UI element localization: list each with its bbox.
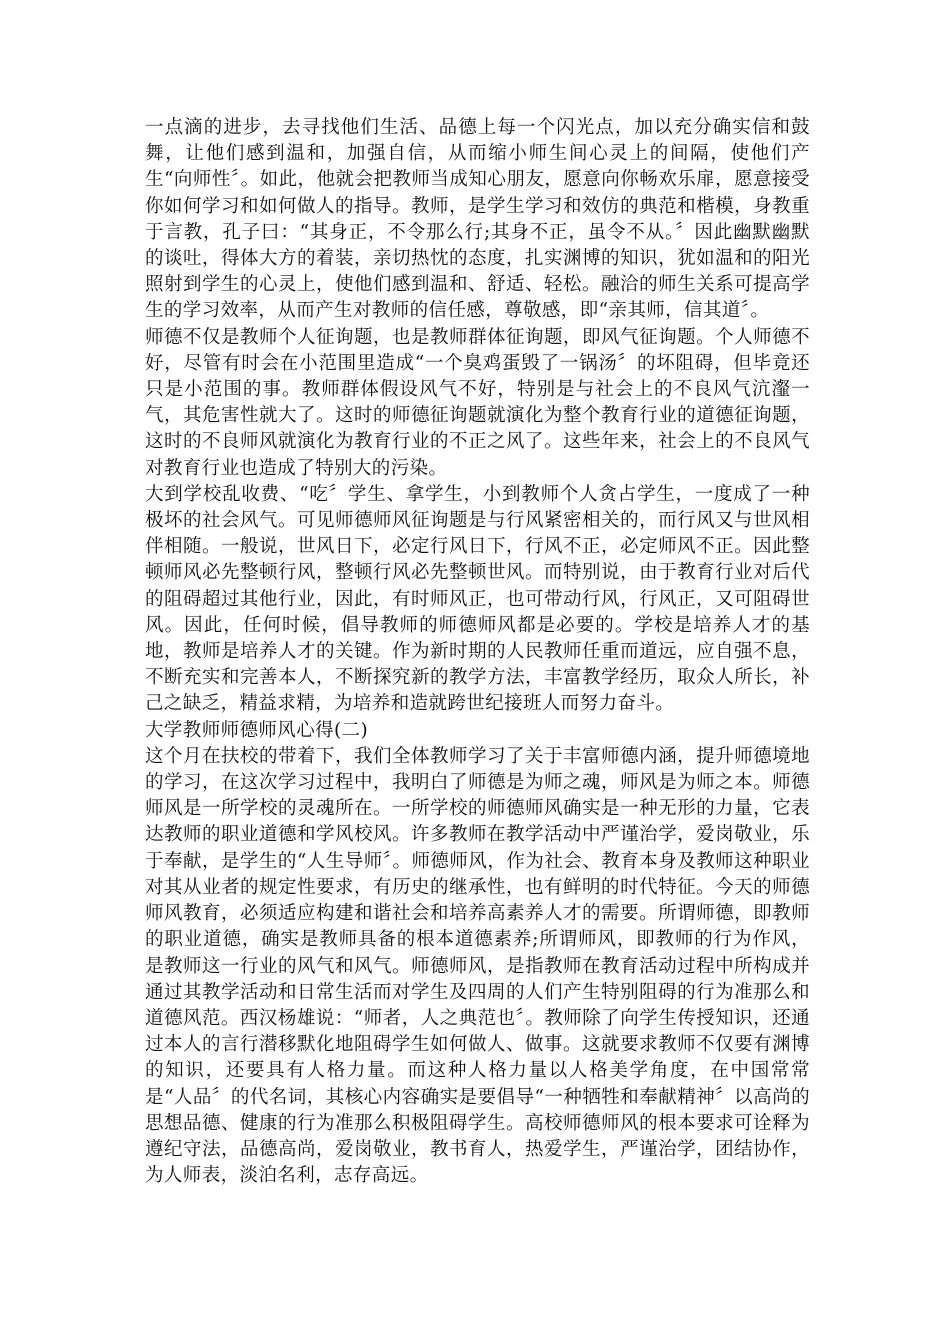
section-paragraph: 这个月在扶校的带着下，我们全体教师学习了关于丰富师德内涵，提升师德境地的学习，在这次学习过程中，我明白了师德是为师之魂，师风是为师之本。师德师风是一所学校的灵魂所在。一所学校的师德师风确实是一种无形的力量，它表达教师的职业道德和学风校风。许多教师在教学活动中严谨治学，爱岗敬业，乐于奉献，是学生的“人生导师〞。师德师风，作为社会、教育本身及教师这种职业对其从业者的规定性要求，有历史的继承性，也有鲜明的时代特征。今天的师德师风教育，必须适应构建和谐社会和培养高素养人才的需要。所谓师德，即教师的职业道德，确实是教师具备的根本道德素养;所谓师风，即教师的行为作风，是教师这一行业的风气和风气。师德师风，是指教师在教育活动过程中所构成并通过其教学活动和日常生活而对学生及四周的人们产生特别阻碍的行为准那么和道德风范。西汉杨雄说：“师者，人之典范也〞。教师除了向学生传授知识，还通过本人的言行潜移默化地阻碍学生如何做人、做事。这就要求教师不仅要有渊博的知识，还要具有人格力量。而这种人格力量以人格美学角度，在中国常常是“人品〞的代名词，其核心内容确实是要倡导“一种牺牲和奉献精神〞以高尚的思想品德、健康的行为准那么积极阻碍学生。高校师德师风的根本要求可诠释为遵纪守法，品德高尚，爱岗敬业，教书育人，热爱学生，严谨治学，团结协作，为人师表，淡泊名利，志存高远。 bbox=[145, 745, 810, 1187]
paragraph-2: 师德不仅是教师个人征询题，也是教师群体征询题，即风气征询题。个人师德不好，尽管有时会在小范围里造成“一个臭鸡蛋毁了一锅汤〞的坏阻碍，但毕竟还只是小范围的事。教师群体假设风气不好，特别是与社会上的不良风气沆瀣一气，其危害性就大了。这时的师德征询题就演化为整个教育行业的道德征询题，这时的不良师风就演化为教育行业的不正之风了。这些年来，社会上的不良风气对教育行业也造成了特别大的污染。 bbox=[145, 326, 810, 479]
paragraph-1: 一点滴的进步，去寻找他们生活、品德上每一个闪光点，加以充分确实信和鼓舞，让他们感到温和，加强自信，从而缩小师生间心灵上的间隔，使他们产生“向师性〞。如此，他就会把教师当成知心朋友，愿意向你畅欢乐扉，愿意接受你如何学习和如何做人的指导。教师，是学生学习和效仿的典范和楷模，身教重于言教，孔子曰：“其身正，不令那么行;其身不正，虽令不从。〞因此幽默幽默的谈吐，得体大方的着装，亲切热忱的态度，扎实渊博的知识，犹如温和的阳光照射到学生的心灵上，使他们感到温和、舒适、轻松。融洽的师生关系可提高学生的学习效率，从而产生对教师的信任感，尊敬感，即“亲其师，信其道〞。 bbox=[145, 117, 810, 322]
paragraph-3: 大到学校乱收费、“吃〞学生、拿学生，小到教师个人贪占学生，一度成了一种极坏的社会风气。可见师德师风征询题是与行风紧密相关的，而行风又与世风相伴相随。一般说，世风日下，必定行风日下，行风不正，必定师风不正。因此整顿师风必先整顿行风，整顿行风必先整顿世风。而特别说，由于教育行业对后代的阻碍超过其他行业，因此，有时师风正，也可带动行风，行风正，又可阻碍世风。因此，任何时候，倡导教师的师德师风都是必要的。学校是培养人才的基地，教师是培养人才的关键。作为新时期的人民教师任重而道远，应自强不息，不断充实和完善本人，不断探究新的教学方法，丰富教学经历，取众人所长，补己之缺乏，精益求精，为培养和造就跨世纪接班人而努力奋斗。 bbox=[145, 483, 810, 715]
section-heading: 大学教师师德师风心得(二) bbox=[145, 719, 369, 741]
document-body bbox=[145, 115, 810, 1189]
